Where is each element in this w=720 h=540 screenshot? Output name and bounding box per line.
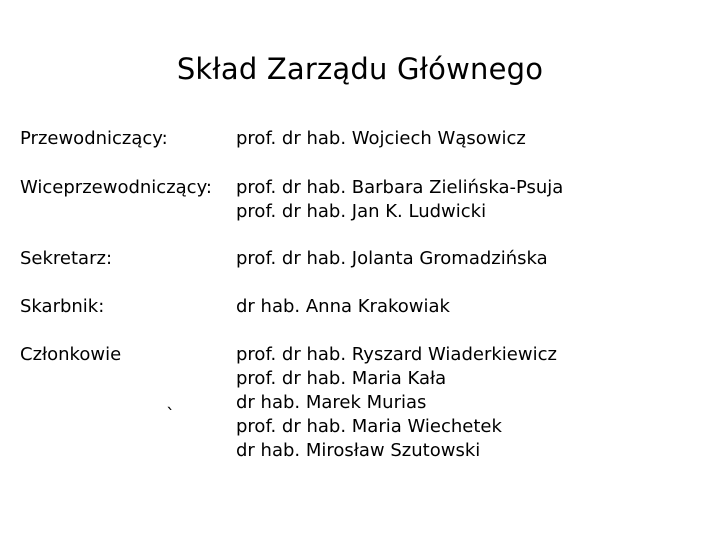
- member-name: prof. dr hab. Maria Kała: [236, 368, 447, 389]
- names-list-secretary: [236, 247, 548, 271]
- member-name: dr hab. Marek Murias: [236, 392, 427, 413]
- member-name: dr hab. Mirosław Szutowski: [236, 440, 481, 461]
- member-name: prof. dr hab. Ryszard Wiaderkiewicz: [236, 344, 557, 365]
- names-list-chair: [236, 127, 526, 151]
- role-label-members: Członkowie: [20, 344, 122, 365]
- page-title: Skład Zarządu Głównego: [176, 52, 544, 86]
- names-list-members: [236, 343, 557, 463]
- stray-backtick-mark: `: [166, 405, 175, 426]
- member-name: prof. dr hab. Maria Wiechetek: [236, 416, 502, 437]
- member-name: prof. dr hab. Jolanta Gromadzińska: [236, 248, 548, 269]
- member-name: prof. dr hab. Barbara Zielińska-Psuja: [236, 177, 564, 198]
- member-name: dr hab. Anna Krakowiak: [236, 296, 450, 317]
- role-label-secretary: Sekretarz:: [20, 248, 113, 269]
- member-name: prof. dr hab. Wojciech Wąsowicz: [236, 128, 526, 149]
- member-name: prof. dr hab. Jan K. Ludwicki: [236, 201, 487, 222]
- names-list-vice-chair: [236, 176, 563, 224]
- role-label-chair: Przewodniczący:: [20, 128, 168, 149]
- names-list-treasurer: [236, 295, 450, 319]
- role-label-treasurer: Skarbnik:: [20, 296, 105, 317]
- role-label-vice-chair: Wiceprzewodniczący:: [20, 177, 212, 198]
